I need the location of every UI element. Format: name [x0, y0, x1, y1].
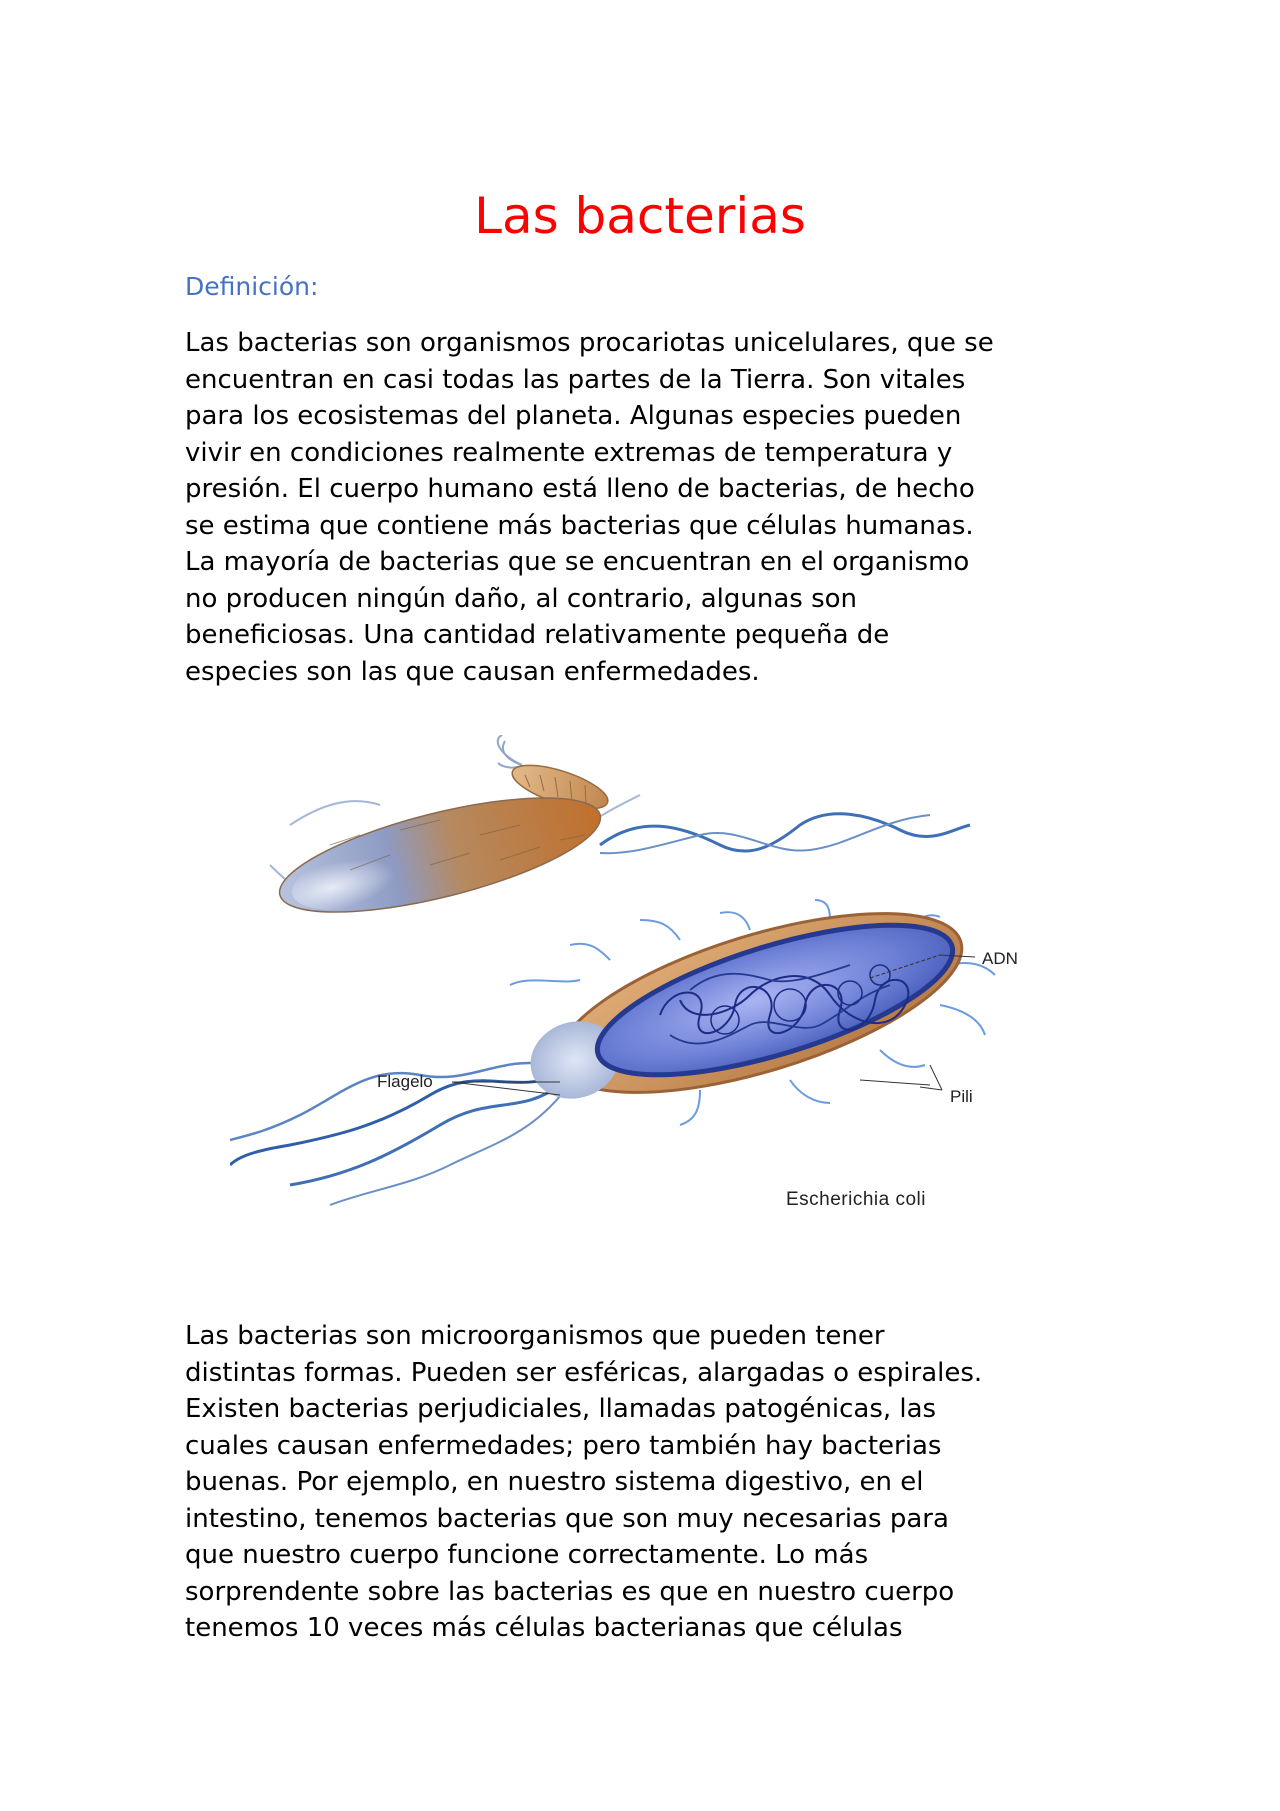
paragraph-line: especies son las que causan enfermedades.	[185, 656, 760, 687]
paragraph-line: para los ecosistemas del planeta. Algunas especies pueden	[185, 401, 962, 431]
paragraph-line: La mayoría de bacterias que se encuentran en el organismo	[185, 547, 970, 577]
paragraph-line: beneficiosas. Una cantidad relativamente pequeña de	[185, 620, 890, 650]
figure-caption: Escherichia coli	[786, 1189, 926, 1210]
paragraph-line: distintas formas. Pueden ser esféricas, alargadas o espirales.	[185, 1357, 983, 1388]
paragraph-line: cuales causan enfermedades; pero también hay bacterias	[185, 1430, 942, 1461]
bacteria-illustration	[230, 735, 1018, 1235]
large-bacterium	[230, 877, 995, 1205]
paragraph-line: presión. El cuerpo humano está lleno de bacterias, de hecho	[185, 474, 975, 504]
page-title: Las bacterias	[474, 187, 806, 245]
forms-paragraph	[185, 1318, 1095, 1647]
label-flagelo: Flagelo	[377, 1072, 433, 1091]
paragraph-line: encuentran en casi todas las partes de la Tierra. Son vitales	[185, 364, 966, 395]
paragraph-line: Las bacterias son organismos procariotas unicelulares, que se	[185, 328, 994, 358]
label-adn: ADN	[982, 949, 1018, 968]
label-pili: Pili	[950, 1087, 973, 1106]
paragraph-line: Existen bacterias perjudiciales, llamadas patogénicas, las	[185, 1394, 937, 1424]
paragraph-line: tenemos 10 veces más células bacterianas que células	[185, 1613, 903, 1643]
paragraph-line: sorprendente sobre las bacterias es que en nuestro cuerpo	[185, 1576, 955, 1607]
paragraph-line: Las bacterias son microorganismos que pueden tener	[185, 1321, 885, 1351]
paragraph-line: se estima que contiene más bacterias que células humanas.	[185, 510, 974, 541]
definition-paragraph	[185, 325, 1095, 690]
paragraph-line: intestino, tenemos bacterias que son muy necesarias para	[185, 1503, 949, 1534]
paragraph-line: que nuestro cuerpo funcione correctamente. Lo más	[185, 1540, 869, 1570]
section-heading: Definición:	[185, 272, 319, 301]
bacteria-drawing	[230, 735, 1010, 1235]
paragraph-line: vivir en condiciones realmente extremas de temperatura y	[185, 437, 953, 468]
paragraph-line: no producen ningún daño, al contrario, algunas son	[185, 583, 858, 614]
paragraph-line: buenas. Por ejemplo, en nuestro sistema digestivo, en el	[185, 1467, 924, 1497]
medium-bacterium	[270, 774, 970, 935]
